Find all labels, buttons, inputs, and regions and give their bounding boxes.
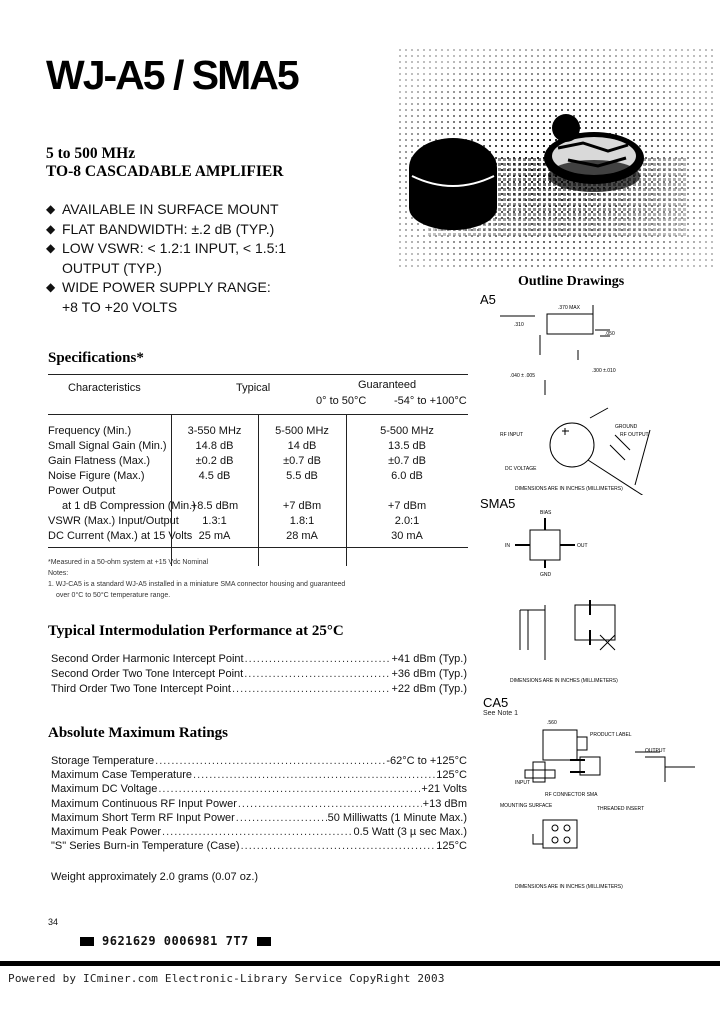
svg-text:GROUND: GROUND	[615, 424, 638, 430]
ca5-see-note: See Note 1	[483, 710, 519, 717]
table-rule	[48, 547, 468, 548]
diamond-bullet-icon: ◆	[46, 280, 56, 294]
list-item: Storage Temperature ..... -62°C to +125°C	[51, 754, 467, 768]
package-label-a5: A5	[480, 292, 496, 307]
notes-label: Notes:	[48, 570, 69, 577]
page-number: 34	[48, 917, 59, 927]
note-1: 1. WJ-CA5 is a standard WJ-A5 installed in a miniature SMA connector housing and guaranteed	[48, 581, 346, 588]
svg-text:IN: IN	[505, 543, 510, 549]
svg-text:OUT: OUT	[577, 543, 588, 549]
list-item: Maximum Short Term RF Input Power ..... 50 Milliwatts (1 Minute Max.)	[51, 811, 467, 825]
intermod-list	[51, 652, 467, 697]
product-title: WJ-A5 / SMA5	[46, 52, 298, 98]
svg-text:DC VOLTAGE: DC VOLTAGE	[505, 466, 537, 472]
svg-text:.300 ±.010: .300 ±.010	[592, 368, 616, 374]
feature-item: ◆ FLAT BANDWIDTH: ±.2 dB (TYP.)	[46, 220, 286, 240]
header-typical: Typical	[236, 382, 271, 394]
powered-by-footer: Powered by ICminer.com Electronic-Library Service CopyRight 2003	[8, 972, 445, 985]
svg-text:DIMENSIONS ARE IN INCHES (MILL: DIMENSIONS ARE IN INCHES (MILLIMETERS)	[515, 486, 623, 492]
spec-footnotes	[48, 557, 378, 601]
svg-text:RF CONNECTOR SMA: RF CONNECTOR SMA	[545, 792, 598, 798]
svg-text:.040 ± .005: .040 ± .005	[510, 373, 535, 379]
header-range-0-50: 0° to 50°C	[316, 395, 367, 407]
table-rule	[48, 374, 468, 375]
svg-text:DIMENSIONS ARE IN INCHES (MILL: DIMENSIONS ARE IN INCHES (MILLIMETERS)	[515, 884, 623, 890]
list-item: Maximum Continuous RF Input Power ..... +13 dBm	[51, 797, 467, 811]
product-photo	[398, 48, 714, 268]
svg-text:.560: .560	[547, 720, 557, 726]
ca5-outline-drawing	[485, 712, 720, 892]
svg-text:DIMENSIONS ARE IN INCHES (MILL: DIMENSIONS ARE IN INCHES (MILLIMETERS)	[510, 678, 618, 684]
outline-drawings-heading: Outline Drawings	[518, 274, 625, 289]
list-item: Maximum DC Voltage ..... +21 Volts	[51, 782, 467, 796]
ratings-heading: Absolute Maximum Ratings	[48, 725, 229, 741]
svg-text:RF OUTPUT: RF OUTPUT	[620, 432, 649, 438]
list-item: Second Order Two Tone Intercept Point ..... +36 dBm (Typ.)	[51, 667, 467, 682]
barcode-block-icon	[257, 937, 271, 946]
list-item: Maximum Case Temperature ..... 125°C	[51, 768, 467, 782]
feature-item: ◆ LOW VSWR: < 1.2:1 INPUT, < 1.5:1 OUTPUT (TYP.)	[46, 240, 287, 276]
diamond-bullet-icon: ◆	[46, 241, 56, 255]
measurement-footnote: *Measured in a 50-ohm system at +15 Vdc Nominal	[48, 559, 209, 566]
svg-text:THREADED INSERT: THREADED INSERT	[597, 806, 645, 812]
barcode-block-icon	[80, 937, 94, 946]
svg-text:.310: .310	[514, 322, 524, 328]
diamond-bullet-icon: ◆	[46, 202, 56, 216]
header-guaranteed: Guaranteed	[358, 379, 417, 391]
ratings-list	[51, 754, 467, 853]
feature-item: ◆ WIDE POWER SUPPLY RANGE: +8 TO +20 VOLTS	[46, 279, 271, 315]
frequency-range: 5 to 500 MHz	[46, 145, 136, 162]
list-item: Third Order Two Tone Intercept Point ..... +22 dBm (Typ.)	[51, 682, 467, 697]
svg-text:GND: GND	[540, 572, 552, 578]
product-type: TO-8 CASCADABLE AMPLIFIER	[46, 163, 284, 180]
specifications-heading: Specifications*	[48, 350, 144, 366]
diamond-bullet-icon: ◆	[46, 221, 56, 236]
catalog-barcode	[80, 934, 271, 948]
feature-item: ◆ AVAILABLE IN SURFACE MOUNT	[46, 200, 286, 220]
list-item: Maximum Peak Power ..... 0.5 Watt (3 µ sec Max.)	[51, 825, 467, 839]
barcode-text: 9621629 0006981 7T7	[102, 934, 249, 948]
sma5-outline-drawing	[500, 500, 670, 690]
list-item: "S" Series Burn-in Temperature (Case) ..... 125°C	[51, 839, 467, 853]
feature-list	[46, 200, 286, 317]
footer-divider	[0, 961, 720, 966]
svg-text:RF INPUT: RF INPUT	[500, 432, 524, 438]
package-label-ca5: CA5	[483, 695, 509, 710]
header-characteristics: Characteristics	[68, 382, 141, 394]
intermod-heading: Typical Intermodulation Performance at 25°C	[48, 623, 344, 639]
svg-text:OUTPUT: OUTPUT	[645, 748, 666, 754]
weight-note: Weight approximately 2.0 grams (0.07 oz.)	[51, 871, 259, 883]
svg-text:INPUT: INPUT	[515, 780, 530, 786]
header-range-54-100: -54° to +100°C	[394, 395, 467, 407]
note-1-continued: over 0°C to 50°C temperature range.	[56, 592, 171, 599]
package-label-sma5: SMA5	[480, 496, 516, 511]
product-subtitle	[46, 145, 283, 181]
svg-text:MOUNTING SURFACE: MOUNTING SURFACE	[500, 803, 553, 809]
a5-outline-drawing	[500, 300, 670, 495]
svg-text:.050: .050	[605, 331, 615, 337]
svg-text:PRODUCT LABEL: PRODUCT LABEL	[590, 732, 632, 738]
list-item: Second Order Harmonic Intercept Point ..... +41 dBm (Typ.)	[51, 652, 467, 667]
svg-text:BIAS: BIAS	[540, 510, 552, 516]
svg-text:.370 MAX: .370 MAX	[558, 305, 580, 311]
